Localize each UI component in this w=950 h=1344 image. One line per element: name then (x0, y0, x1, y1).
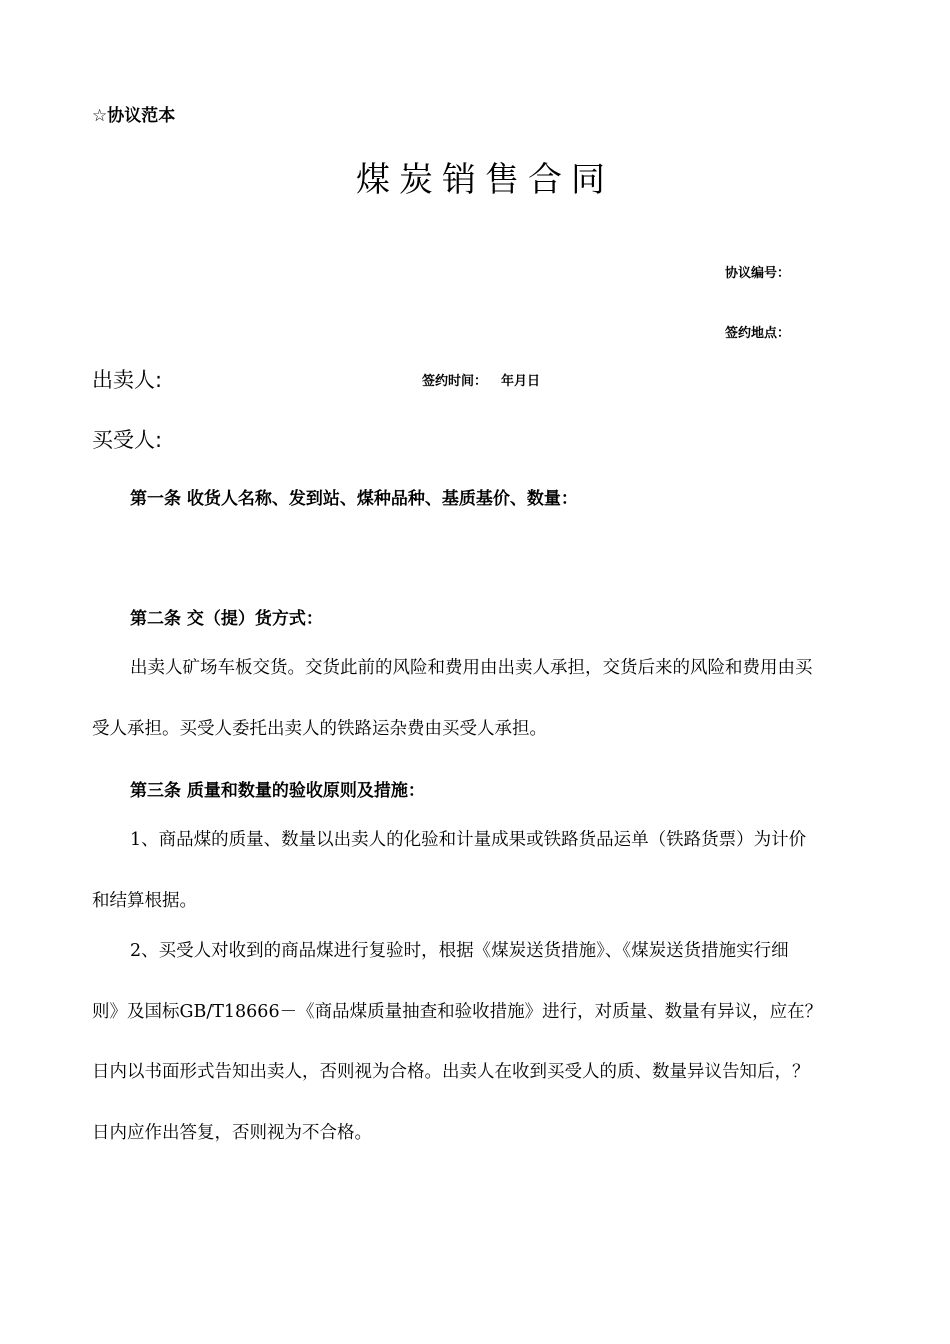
article-3-line: 1、商品煤的质量、数量以出卖人的化验和计量成果或铁路货品运单（铁路货票）为计价 (130, 830, 807, 850)
sign-time-value: 年月日 (501, 374, 541, 389)
article-2-line: 受人承担。买受人委托出卖人的铁路运杂费由买受人承担。 (92, 719, 547, 739)
agreement-number-label: 协议编号： (725, 266, 791, 281)
article-3-line: 日内以书面形式告知出卖人，否则视为合格。出卖人在收到买受人的质、数量异议告知后，？ (92, 1062, 810, 1082)
article-3-line: 和结算根据。 (92, 891, 197, 911)
article-2-line: 出卖人矿场车板交货。交货此前的风险和费用由出卖人承担，交货后来的风险和费用由买 (130, 658, 813, 678)
article-1-heading: 第一条 收货人名称、发到站、煤种品种、基质基价、数量： (130, 489, 578, 509)
sign-time-label: 签约时间： (422, 374, 488, 389)
article-3-line: 2、买受人对收到的商品煤进行复验时，根据《煤炭送货措施》、《煤炭送货措施实行细 (130, 941, 789, 961)
article-3-heading: 第三条 质量和数量的验收原则及措施： (130, 781, 425, 801)
article-3-line: 日内应作出答复，否则视为不合格。 (92, 1123, 372, 1143)
document-title: 煤炭销售合同 (356, 160, 614, 200)
document-tag: ☆协议范本 (92, 106, 176, 126)
sign-time (422, 370, 540, 389)
buyer-label: 买受人: (92, 428, 163, 452)
seller-label: 出卖人: (92, 368, 163, 392)
article-2-heading: 第二条 交（提）货方式： (130, 609, 323, 629)
article-3-line: 则》及国标GB/T18666－《商品煤质量抽查和验收措施》进行，对质量、数量有异议，应在？ (92, 1002, 823, 1022)
sign-place-label: 签约地点： (725, 326, 791, 341)
